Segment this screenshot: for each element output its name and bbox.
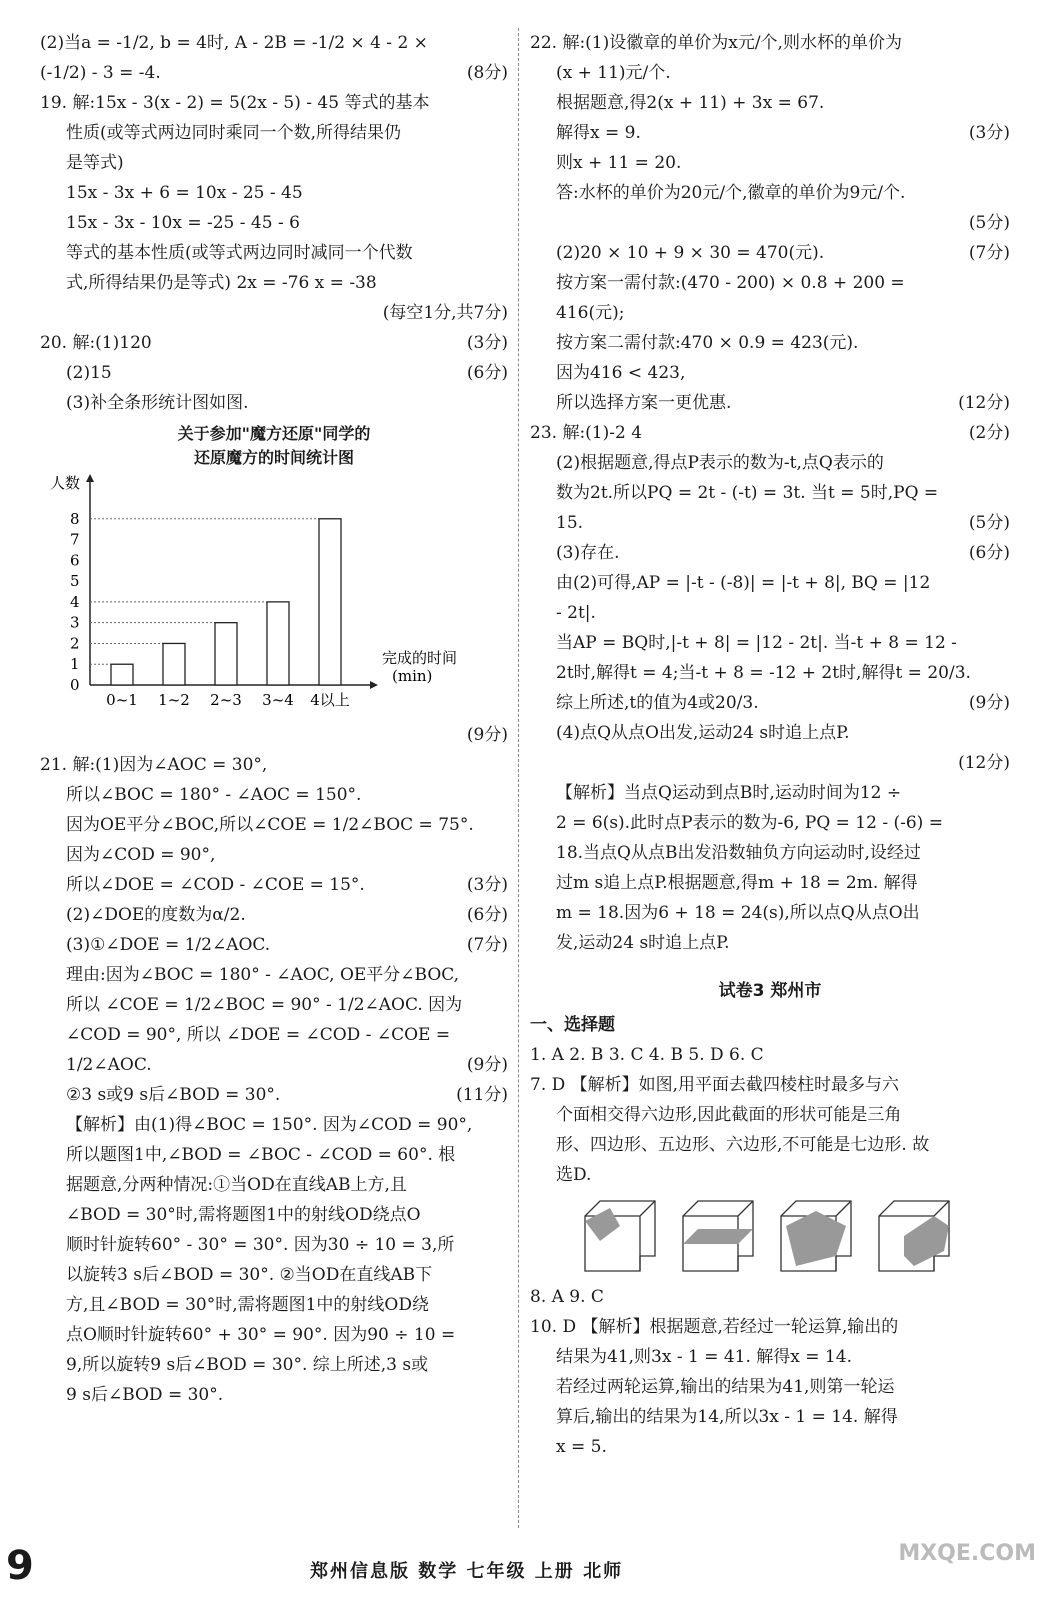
y-tick-label: 7 (70, 530, 80, 549)
text-line (40, 1110, 508, 1140)
line-text: 所以题图1中,∠BOD = ∠BOC - ∠COD = 60°. 根 (66, 1145, 456, 1165)
text-line (40, 1170, 508, 1200)
line-text: 按方案一需付款:(470 - 200) × 0.8 + 200 = (556, 273, 905, 293)
text-line (530, 58, 1010, 88)
cube-figure-2 (678, 1196, 758, 1276)
text-line (40, 268, 508, 298)
score: (12分) (958, 393, 1010, 413)
x-tick-label: 2~3 (210, 691, 242, 709)
right-column (530, 28, 1010, 1462)
line-text: ∠BOD = 30°时,需将题图1中的射线OD绕点O (66, 1205, 421, 1225)
text-line (530, 628, 1010, 658)
q18-line2: (-1/2) - 3 = -4. (8分) (40, 63, 508, 83)
line-text: 所以 ∠COE = 1/2∠BOC = 90° - 1/2∠AOC. 因为 (66, 995, 463, 1015)
line-text: 数为2t.所以PQ = 2t - (-t) = 3t. 当t = 5时,PQ = (556, 483, 939, 503)
text-line (40, 900, 508, 930)
score: (5分) (968, 513, 1010, 533)
text-line (40, 840, 508, 870)
q20-part3: (3)补全条形统计图如图. (66, 393, 249, 413)
y-tick-label: 5 (70, 572, 80, 591)
text-line (530, 1372, 1010, 1402)
line-text: 【解析】由(1)得∠BOC = 150°. 因为∠COD = 90°, (66, 1115, 473, 1135)
text-line (530, 28, 1010, 58)
text-line (530, 328, 1010, 358)
y-axis-label: 人数 (50, 474, 81, 492)
x-tick-label: 3~4 (262, 691, 294, 709)
line-text: 15. (556, 513, 584, 533)
line-text: 所以∠DOE = ∠COD - ∠COE = 15°. (66, 875, 365, 895)
text-line (530, 868, 1010, 898)
line-text: - 2t|. (556, 603, 596, 623)
score: (5分) (968, 213, 1010, 233)
line-text: 式,所得结果仍是等式) 2x = -76 x = -38 (66, 273, 377, 293)
chart-title-1: 关于参加"魔方还原"同学的 (177, 424, 371, 443)
text-line (40, 178, 508, 208)
q21-block (40, 750, 508, 1410)
text-line (40, 750, 508, 780)
line-text: 因为OE平分∠BOC,所以∠COE = 1/2∠BOC = 75°. (66, 815, 474, 835)
text-line (530, 568, 1010, 598)
text-line (530, 298, 1010, 328)
text-line (40, 990, 508, 1020)
chart-svg (40, 470, 508, 710)
text-line (40, 118, 508, 148)
line-text: 416(元); (556, 303, 625, 323)
line-text: 以旋转3 s后∠BOD = 30°. ②当OD在直线AB下 (66, 1265, 433, 1285)
bar (111, 664, 133, 685)
y-tick-label: 1 (70, 655, 80, 674)
text-line (40, 208, 508, 238)
text-line (530, 268, 1010, 298)
line-text: (4)点Q从点O出发,运动24 s时追上点P. (556, 723, 850, 743)
text-line (530, 838, 1010, 868)
text-line (530, 1070, 1010, 1100)
text-line (530, 1342, 1010, 1372)
line-text: 顺时针旋转60° - 30° = 30°. 因为30 ÷ 10 = 3,所 (66, 1235, 455, 1255)
line-text: 18.当点Q从点B出发沿数轴负方向运动时,设经过 (556, 843, 921, 863)
line-text: 答:水杯的单价为20元/个,徽章的单价为9元/个. (556, 183, 906, 203)
line-text: 选D. (556, 1165, 592, 1185)
text-line (40, 1260, 508, 1290)
left-column (40, 28, 508, 1410)
y-tick-label: 2 (70, 634, 80, 653)
text-line (530, 658, 1010, 688)
line-text: 若经过两轮运算,输出的结果为41,则第一轮运 (556, 1377, 895, 1397)
text-line (530, 388, 1010, 418)
line-text: 15x - 3x + 6 = 10x - 25 - 45 (66, 183, 303, 203)
line-text: 根据题意,得2(x + 11) + 3x = 67. (556, 93, 825, 113)
page-number: 9 (6, 1543, 34, 1589)
line-text: 因为∠COD = 90°, (66, 845, 216, 865)
text-line (40, 780, 508, 810)
y-tick-label: 8 (70, 509, 80, 528)
section-title: 试卷3 郑州市 (718, 981, 822, 1001)
x-axis-arrow (370, 681, 378, 689)
line-text: 2t时,解得t = 4;当-t + 8 = -12 + 2t时,解得t = 20/3. (556, 663, 971, 683)
line-text: 21. 解:(1)因为∠AOC = 30°, (40, 755, 268, 775)
line-text: 据题意,分两种情况:①当OD在直线AB上方,且 (66, 1175, 407, 1195)
bar-chart (40, 422, 508, 720)
x-tick-label: 0~1 (106, 691, 138, 709)
score: (7分) (968, 243, 1010, 263)
line-text: 当AP = BQ时,|-t + 8| = |12 - 2t|. 当-t + 8 = 12 - (556, 633, 957, 653)
text-line (530, 208, 1010, 238)
line-text: (3)①∠DOE = 1/2∠AOC. (66, 935, 271, 955)
text-line (530, 808, 1010, 838)
line-text: 9,所以旋转9 s后∠BOD = 30°. 综上所述,3 s或 (66, 1355, 429, 1375)
text-line (530, 778, 1010, 808)
line-text: 1/2∠AOC. (66, 1055, 152, 1075)
score: (6分) (968, 543, 1010, 563)
line-text: 综上所述,t的值为4或20/3. (556, 693, 759, 713)
text-line (40, 1050, 508, 1080)
text-line (530, 478, 1010, 508)
text-line (40, 148, 508, 178)
q20-score: (9分) (466, 725, 508, 745)
line-text: 性质(或等式两边同时乘同一个数,所得结果仍 (66, 123, 402, 143)
text-line (40, 1020, 508, 1050)
text-line (530, 1402, 1010, 1432)
mc-answers-2: 8. A 9. C (530, 1287, 604, 1307)
text-line (40, 1320, 508, 1350)
line-text: 发,运动24 s时追上点P. (556, 933, 730, 953)
line-text: (2)根据题意,得点P表示的数为-t,点Q表示的 (556, 453, 884, 473)
line-text: 所以选择方案一更优惠. (556, 393, 732, 413)
y-tick-label: 3 (70, 613, 80, 632)
line-text: 22. 解:(1)设徽章的单价为x元/个,则水杯的单价为 (530, 33, 902, 53)
text-line (530, 538, 1010, 568)
line-text: 7. D 【解析】如图,用平面去截四棱柱时最多与六 (530, 1075, 900, 1095)
text-line (40, 870, 508, 900)
q20-part2: (2)15 (6分) (66, 363, 508, 383)
line-text: 19. 解:15x - 3(x - 2) = 5(2x - 5) - 45 等式的基本 (40, 93, 430, 113)
line-text: m = 18.因为6 + 18 = 24(s),所以点Q从点O出 (556, 903, 920, 923)
column-divider (518, 28, 519, 1528)
score: (9分) (466, 1055, 508, 1075)
line-text: x = 5. (556, 1437, 607, 1457)
score: (6分) (466, 905, 508, 925)
x-axis-label: 完成的时间 (382, 649, 458, 667)
q20-part1: 20. 解:(1)120 (3分) (40, 333, 508, 353)
score: (12分) (958, 753, 1010, 773)
text-line (530, 238, 1010, 268)
text-line (40, 88, 508, 118)
line-text: 结果为41,则3x - 1 = 41. 解得x = 14. (556, 1347, 852, 1367)
text-line (530, 1160, 1010, 1190)
q19-score: (每空1分,共7分) (382, 303, 508, 323)
q23-block (530, 418, 1010, 958)
footer-text: 郑州信息版 数学 七年级 上册 北师 (310, 1561, 624, 1582)
text-line (40, 930, 508, 960)
q7-block (530, 1070, 1010, 1190)
text-line (40, 238, 508, 268)
score: (3分) (968, 123, 1010, 143)
text-line (530, 598, 1010, 628)
bar (319, 519, 341, 685)
q10-block (530, 1312, 1010, 1462)
text-line (40, 1380, 508, 1410)
text-line (530, 1312, 1010, 1342)
section-heading: 一、选择题 (530, 1015, 615, 1035)
line-text: 15x - 3x - 10x = -25 - 45 - 6 (66, 213, 300, 233)
text-line (40, 810, 508, 840)
x-axis-unit: (min) (392, 667, 433, 685)
q19-block (40, 88, 508, 298)
text-line (530, 898, 1010, 928)
line-text: 过m s追上点P.根据题意,得m + 18 = 2m. 解得 (556, 873, 918, 893)
line-text: 点O顺时针旋转60° + 30° = 90°. 因为90 ÷ 10 = (66, 1325, 456, 1345)
q18-line1: (2)当a = -1/2, b = 4时, A - 2B = -1/2 × 4 - 2 × (40, 33, 428, 53)
line-text: 等式的基本性质(或等式两边同时减同一个代数 (66, 243, 413, 263)
x-tick-label: 4以上 (310, 691, 350, 709)
score: (2分) (968, 423, 1010, 443)
line-text: 10. D 【解析】根据题意,若经过一轮运算,输出的 (530, 1317, 899, 1337)
line-text: 9 s后∠BOD = 30°. (66, 1385, 224, 1405)
line-text: (3)存在. (556, 543, 620, 563)
text-line (530, 1100, 1010, 1130)
cube-figures (530, 1196, 1010, 1276)
y-tick-label: 6 (70, 551, 80, 570)
text-line (40, 1350, 508, 1380)
line-text: 是等式) (66, 153, 124, 173)
line-text: 则x + 11 = 20. (556, 153, 682, 173)
line-text: ∠COD = 90°, 所以 ∠DOE = ∠COD - ∠COE = (66, 1025, 451, 1045)
text-line (530, 1432, 1010, 1462)
line-text: 【解析】当点Q运动到点B时,运动时间为12 ÷ (556, 783, 902, 803)
line-text: 2 = 6(s).此时点P表示的数为-6, PQ = 12 - (-6) = (556, 813, 943, 833)
bar (163, 643, 185, 685)
score: (9分) (968, 693, 1010, 713)
line-text: 解得x = 9. (556, 123, 641, 143)
line-text: 所以∠BOC = 180° - ∠AOC = 150°. (66, 785, 362, 805)
mc-answers-1: 1. A 2. B 3. C 4. B 5. D 6. C (530, 1045, 764, 1065)
y-tick-label: 4 (70, 592, 80, 611)
text-line (530, 448, 1010, 478)
text-line (530, 718, 1010, 748)
line-text: (2)20 × 10 + 9 × 30 = 470(元). (556, 243, 825, 263)
text-line (530, 1130, 1010, 1160)
score: (11分) (456, 1085, 508, 1105)
score: (7分) (466, 935, 508, 955)
text-line (530, 178, 1010, 208)
line-text: 方,且∠BOD = 30°时,需将题图1中的射线OD绕 (66, 1295, 429, 1315)
text-line (530, 118, 1010, 148)
score: (3分) (466, 875, 508, 895)
page-footer (0, 1535, 1050, 1595)
cube-figure-3 (776, 1196, 856, 1276)
line-text: (2)∠DOE的度数为α/2. (66, 905, 246, 925)
q22-block (530, 28, 1010, 418)
text-line (530, 688, 1010, 718)
x-tick-label: 1~2 (158, 691, 190, 709)
line-text: 由(2)可得,AP = |-t - (-8)| = |-t + 8|, BQ = |12 (556, 573, 931, 593)
watermark: MXQE.COM (898, 1541, 1036, 1566)
text-line (40, 1140, 508, 1170)
text-line (530, 418, 1010, 448)
cube-figure-1 (580, 1196, 660, 1276)
line-text: 因为416 < 423, (556, 363, 686, 383)
text-line (40, 1230, 508, 1260)
text-line (40, 1080, 508, 1110)
text-line (530, 508, 1010, 538)
bar (267, 602, 289, 685)
line-text: 理由:因为∠BOC = 180° - ∠AOC, OE平分∠BOC, (66, 965, 460, 985)
line-text: 个面相交得六边形,因此截面的形状可能是三角 (556, 1105, 902, 1125)
chart-title-2: 还原魔方的时间统计图 (193, 448, 354, 467)
text-line (40, 960, 508, 990)
bar (215, 623, 237, 685)
line-text: ②3 s或9 s后∠BOD = 30°. (66, 1085, 281, 1105)
text-line (530, 88, 1010, 118)
text-line (530, 148, 1010, 178)
line-text: 形、四边形、五边形、六边形,不可能是七边形. 故 (556, 1135, 930, 1155)
y-axis-arrow (86, 474, 94, 482)
text-line (530, 358, 1010, 388)
line-text: 算后,输出的结果为14,所以3x - 1 = 14. 解得 (556, 1407, 898, 1427)
line-text: (x + 11)元/个. (556, 63, 671, 83)
line-text: 23. 解:(1)-2 4 (530, 423, 643, 443)
cube-figure-4 (874, 1196, 954, 1276)
line-text: 按方案二需付款:470 × 0.9 = 423(元). (556, 333, 859, 353)
text-line (530, 928, 1010, 958)
text-line (40, 1200, 508, 1230)
text-line (40, 1290, 508, 1320)
y-tick-label: 0 (70, 676, 80, 694)
text-line (530, 748, 1010, 778)
